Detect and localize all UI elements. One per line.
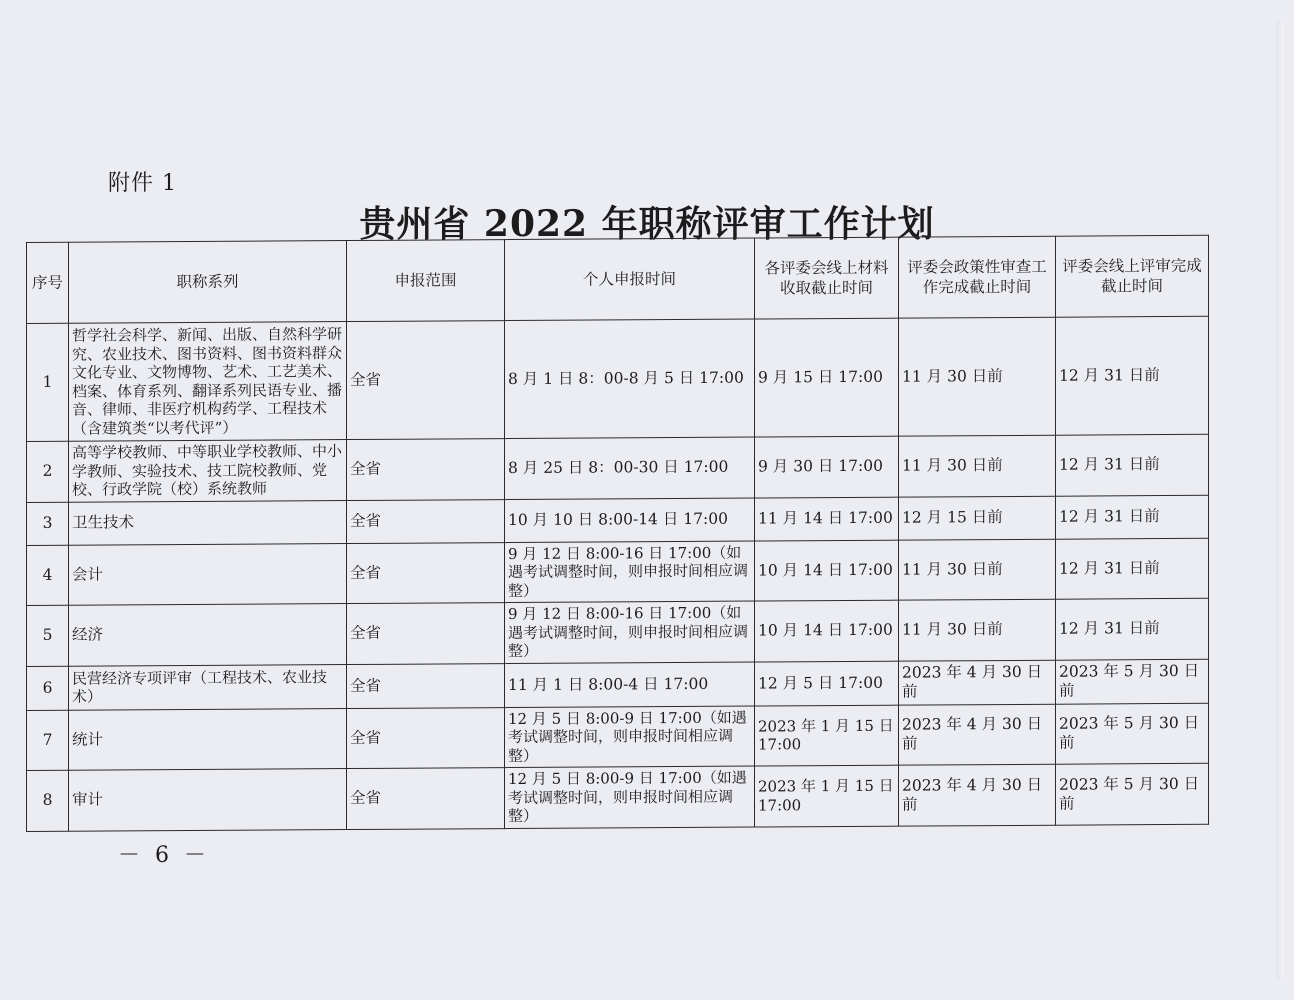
table-row <box>27 538 1209 606</box>
header-review-deadline: 评委会线上评审完成截止时间 <box>1056 235 1209 317</box>
cell-series: 经济 <box>69 604 347 666</box>
cell-review-deadline: 2023 年 5 月 30 日前 <box>1056 703 1209 764</box>
cell-apply-time: 9 月 12 日 8:00-16 日 17:00（如遇考试调整时间，则申报时间相应调整） <box>505 601 755 663</box>
cell-scope: 全省 <box>347 663 505 708</box>
cell-scope: 全省 <box>347 321 505 440</box>
cell-review-deadline: 12 月 31 日前 <box>1056 495 1209 539</box>
cell-scope: 全省 <box>347 603 505 664</box>
cell-review-deadline: 2023 年 5 月 30 日前 <box>1056 763 1209 824</box>
table-row <box>27 316 1209 441</box>
cell-policy-review-deadline: 11 月 30 日前 <box>899 317 1056 436</box>
cell-series: 会计 <box>69 543 347 605</box>
cell-seq: 3 <box>27 502 69 545</box>
cell-material-deadline: 2023 年 1 月 15 日 17:00 <box>755 765 899 826</box>
cell-apply-time: 11 月 1 日 8:00-4 日 17:00 <box>505 662 755 708</box>
cell-seq: 2 <box>27 441 69 502</box>
cell-material-deadline: 10 月 14 日 17:00 <box>755 540 899 601</box>
cell-material-deadline: 10 月 14 日 17:00 <box>755 600 899 661</box>
cell-review-deadline: 12 月 31 日前 <box>1056 598 1209 659</box>
table-row <box>27 763 1209 831</box>
cell-scope: 全省 <box>347 707 505 768</box>
cell-policy-review-deadline: 2023 年 4 月 30 日前 <box>899 660 1056 705</box>
header-series: 职称系列 <box>69 241 347 324</box>
cell-seq: 4 <box>27 545 69 606</box>
table-row <box>27 495 1209 545</box>
cell-policy-review-deadline: 11 月 30 日前 <box>899 599 1056 660</box>
header-seq: 序号 <box>27 242 69 323</box>
cell-series: 统计 <box>69 708 347 770</box>
table-row <box>27 659 1209 710</box>
cell-apply-time: 10 月 10 日 8:00-14 日 17:00 <box>505 498 755 543</box>
cell-seq: 8 <box>27 770 69 831</box>
cell-policy-review-deadline: 11 月 30 日前 <box>899 435 1056 496</box>
cell-review-deadline: 12 月 31 日前 <box>1056 316 1209 435</box>
page-number: － 6 － <box>118 843 210 868</box>
header-apply-time: 个人申报时间 <box>505 238 755 321</box>
cell-series: 高等学校教师、中等职业学校教师、中小学教师、实验技术、技工院校教师、党校、行政学院（校）系统教师 <box>69 440 347 502</box>
cell-material-deadline: 9 月 15 日 17:00 <box>755 318 899 437</box>
header-policy-review-deadline: 评委会政策性审查工作完成截止时间 <box>899 236 1056 318</box>
cell-material-deadline: 12 月 5 日 17:00 <box>755 661 899 706</box>
cell-scope: 全省 <box>347 542 505 603</box>
table-row <box>27 434 1209 502</box>
cell-apply-time: 8 月 1 日 8：00-8 月 5 日 17:00 <box>505 319 755 439</box>
cell-material-deadline: 2023 年 1 月 15 日 17:00 <box>755 705 899 766</box>
cell-policy-review-deadline: 2023 年 4 月 30 日前 <box>899 764 1056 825</box>
document-title: 贵州省 2022 年职称评审工作计划 <box>359 203 935 245</box>
cell-apply-time: 9 月 12 日 8:00-16 日 17:00（如遇考试调整时间，则申报时间相应调整） <box>505 541 755 603</box>
cell-review-deadline: 12 月 31 日前 <box>1056 434 1209 495</box>
cell-material-deadline: 11 月 14 日 17:00 <box>755 497 899 541</box>
cell-policy-review-deadline: 12 月 15 日前 <box>899 496 1056 540</box>
cell-review-deadline: 12 月 31 日前 <box>1056 538 1209 599</box>
cell-policy-review-deadline: 2023 年 4 月 30 日前 <box>899 704 1056 765</box>
attachment-label: 附件 1 <box>108 171 177 196</box>
cell-policy-review-deadline: 11 月 30 日前 <box>899 539 1056 600</box>
cell-scope: 全省 <box>347 768 505 829</box>
cell-series: 哲学社会科学、新闻、出版、自然科学研究、农业技术、图书资料、图书资料群众文化专业、文物博物、艺术、工艺美术、档案、体育系列、翻译系列民语专业、播音、律师、非医疗机构药学、工程技术（含建筑类“以考代评”） <box>69 322 347 442</box>
table-row <box>27 703 1209 771</box>
cell-material-deadline: 9 月 30 日 17:00 <box>755 436 899 497</box>
cell-series: 民营经济专项评审（工程技术、农业技术） <box>69 664 347 710</box>
cell-seq: 7 <box>27 710 69 771</box>
table-header-row <box>27 235 1209 323</box>
scan-edge <box>1276 20 1284 980</box>
cell-series: 卫生技术 <box>69 500 347 545</box>
header-scope: 申报范围 <box>347 240 505 322</box>
plan-table <box>26 235 1209 832</box>
cell-apply-time: 12 月 5 日 8:00-9 日 17:00（如遇考试调整时间，则申报时间相应调整） <box>505 706 755 768</box>
cell-seq: 5 <box>27 605 69 666</box>
cell-apply-time: 8 月 25 日 8：00-30 日 17:00 <box>505 437 755 499</box>
table-row <box>27 598 1209 666</box>
cell-scope: 全省 <box>347 439 505 500</box>
cell-seq: 1 <box>27 323 69 441</box>
cell-scope: 全省 <box>347 499 505 543</box>
cell-series: 审计 <box>69 769 347 831</box>
cell-review-deadline: 2023 年 5 月 30 日前 <box>1056 659 1209 704</box>
cell-apply-time: 12 月 5 日 8:00-9 日 17:00（如遇考试调整时间，则申报时间相应调整） <box>505 766 755 828</box>
header-material-deadline: 各评委会线上材料收取截止时间 <box>755 237 899 319</box>
cell-seq: 6 <box>27 666 69 710</box>
